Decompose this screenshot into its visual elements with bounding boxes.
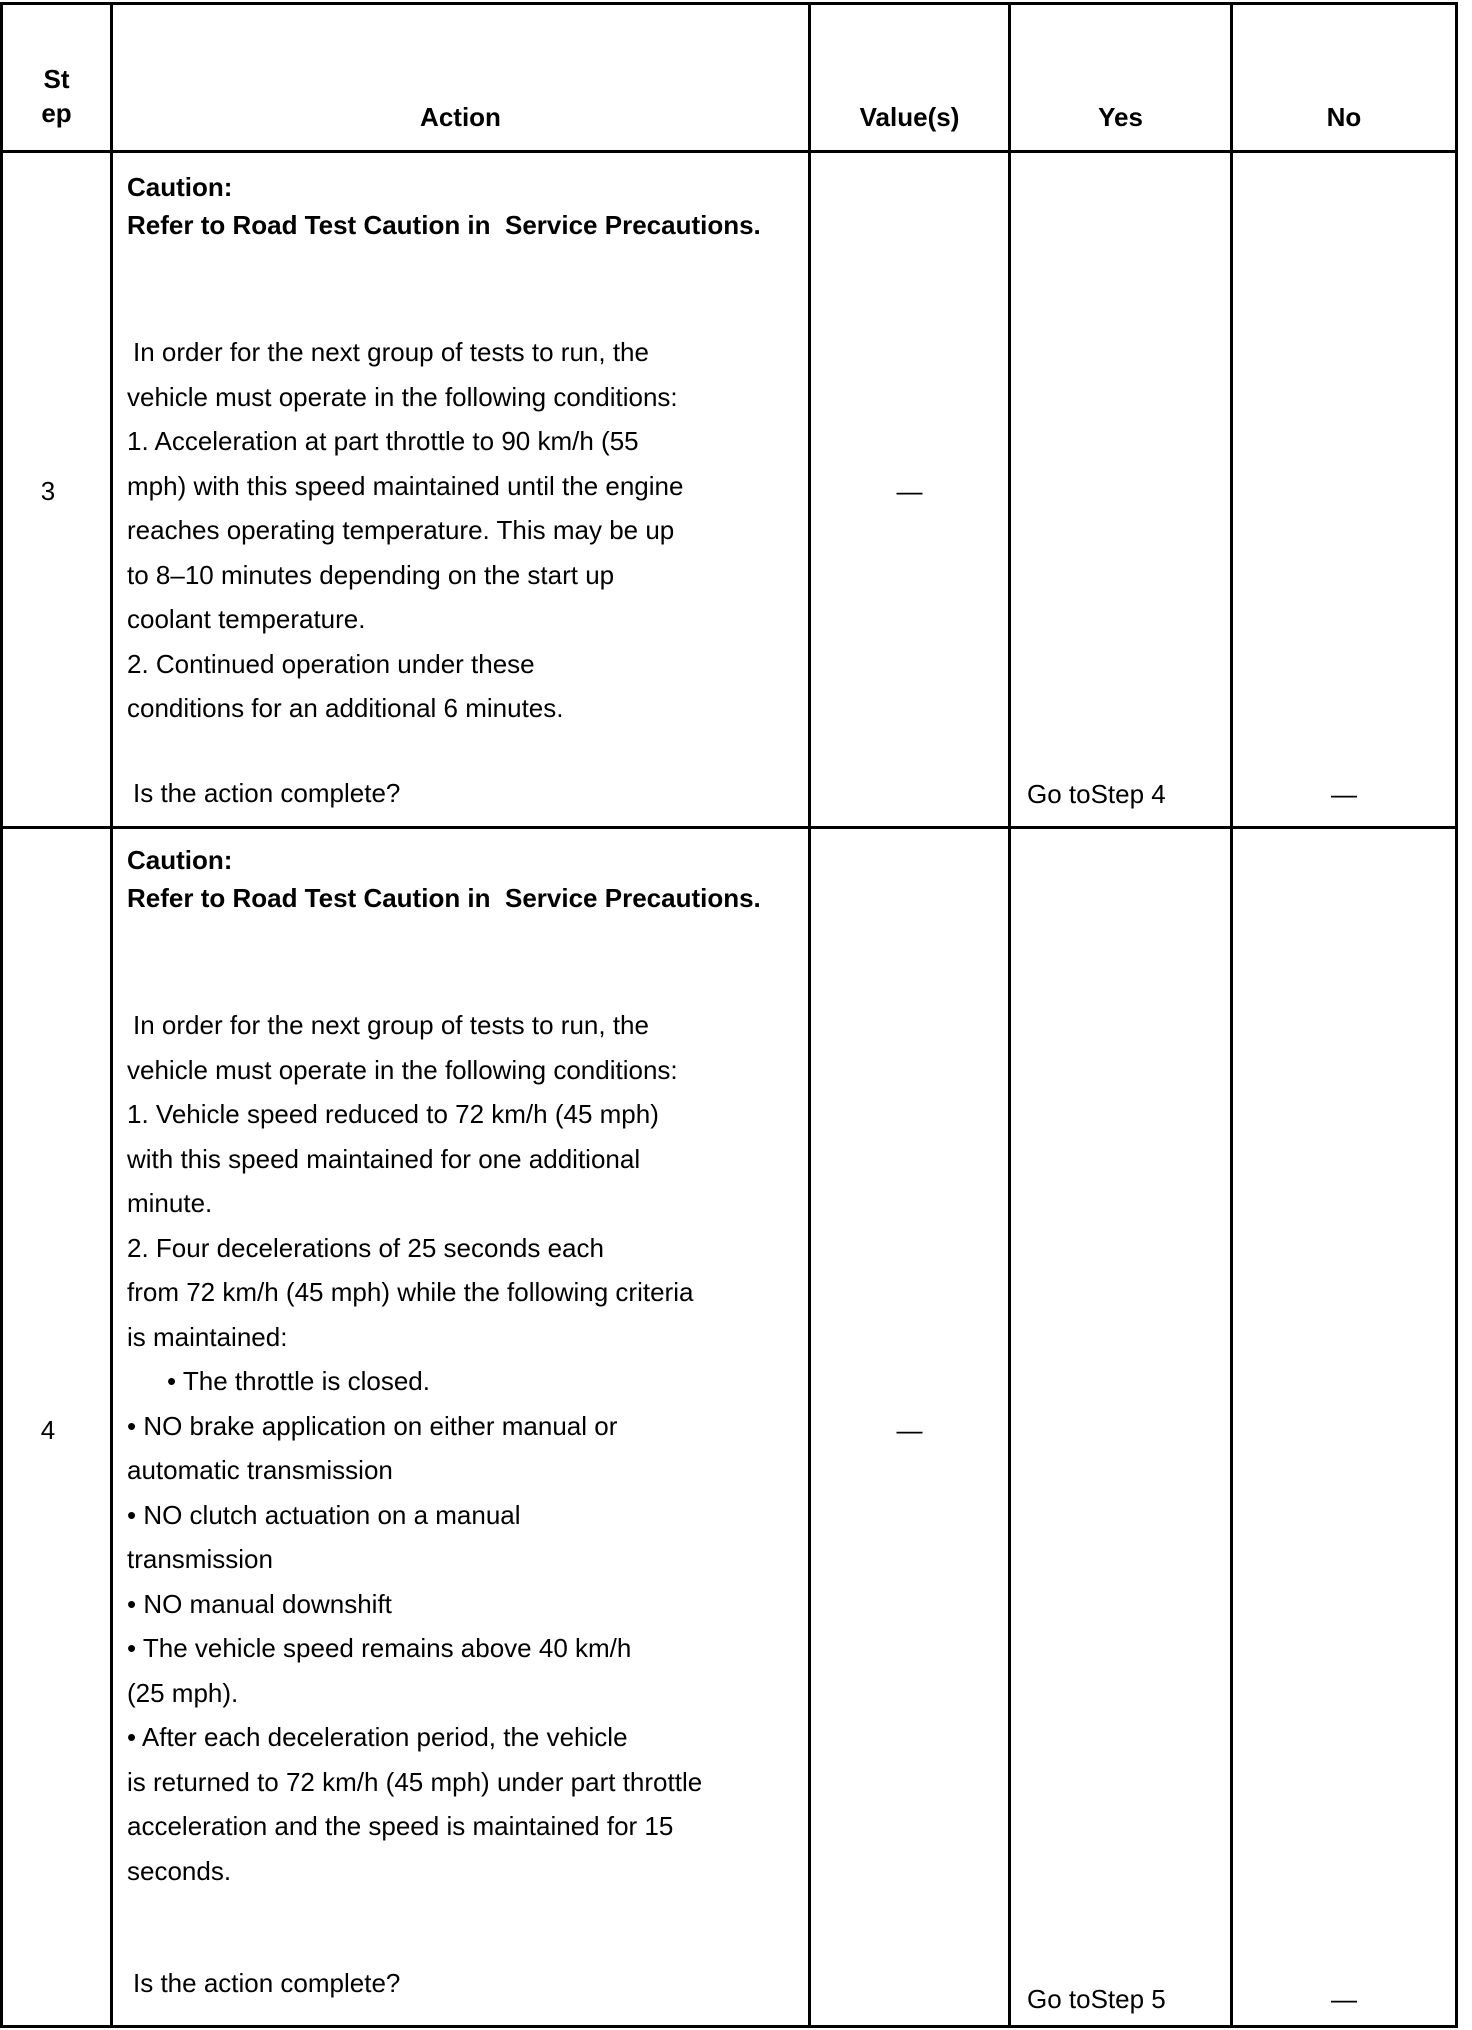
caution-text	[127, 879, 761, 917]
action-cell	[127, 168, 761, 815]
caution-text	[127, 206, 761, 244]
bullet-line: • The throttle is closed.	[167, 1366, 430, 1396]
caution-text-a: Refer to Road Test Caution in	[127, 883, 491, 913]
action-line: In order for the next group of tests to run, the	[133, 337, 649, 367]
col-divider-yes	[1008, 2, 1011, 2028]
header-values: Value(s)	[859, 102, 960, 132]
header-no: No	[1326, 102, 1362, 132]
table-border-right	[1455, 2, 1458, 2028]
action-line: 2. Continued operation under these	[127, 648, 535, 679]
action-line: 2. Four decelerations of 25 seconds each	[127, 1232, 604, 1263]
action-line: minute.	[127, 1188, 213, 1218]
table-border-top	[0, 2, 1458, 5]
action-line: vehicle must operate in the following conditions:	[127, 381, 678, 412]
row-divider	[0, 826, 1458, 829]
action-line: seconds.	[127, 1855, 232, 1886]
caution-title: Caution:	[127, 845, 233, 875]
caution-text-b: Service Precautions.	[504, 883, 761, 913]
action-line: is returned to 72 km/h (45 mph) under part throttle	[127, 1766, 703, 1797]
header-step	[3, 62, 110, 130]
action-line: transmission	[127, 1544, 273, 1574]
action-line: reaches operating temperature. This may be up	[127, 515, 675, 545]
action-line: vehicle must operate in the following conditions:	[127, 1054, 678, 1085]
yes-cell: Go toStep 4	[1027, 779, 1166, 809]
action-cell	[127, 841, 761, 2006]
action-line: mph) with this speed maintained until the engine	[127, 470, 684, 501]
header-step-line2: ep	[41, 98, 72, 128]
bullet-line: • The vehicle speed remains above 40 km/h	[127, 1633, 632, 1663]
action-line: acceleration and the speed is maintained for 15	[127, 1811, 674, 1841]
header-divider	[0, 150, 1458, 153]
action-line: 1. Vehicle speed reduced to 72 km/h (45 mph)	[127, 1099, 659, 1129]
action-line: to 8–10 minutes depending on the start up	[127, 559, 615, 590]
value-cell: —	[896, 1415, 923, 1445]
caution-text-a: Refer to Road Test Caution in	[127, 210, 491, 240]
table-border-bottom	[0, 2025, 1458, 2028]
table-border-left	[0, 2, 3, 2028]
no-cell: —	[1331, 779, 1357, 809]
col-divider-no	[1230, 2, 1233, 2028]
caution-text-b: Service Precautions.	[504, 210, 761, 240]
bullet-line: • NO brake application on either manual or	[127, 1410, 618, 1441]
header-yes: Yes	[1098, 102, 1143, 132]
bullet-line: • After each deceleration period, the vehicle	[127, 1722, 628, 1752]
col-divider-values	[808, 2, 811, 2028]
action-line: with this speed maintained for one additional	[127, 1143, 641, 1174]
header-action: Action	[420, 102, 501, 132]
caution-title: Caution:	[127, 172, 233, 202]
value-cell: —	[896, 476, 923, 506]
bullet-line: • NO clutch actuation on a manual	[127, 1499, 521, 1530]
action-question: Is the action complete?	[133, 777, 401, 808]
action-line: coolant temperature.	[127, 604, 366, 634]
action-line: (25 mph).	[127, 1677, 239, 1708]
action-line: from 72 km/h (45 mph) while the following criteria	[127, 1277, 694, 1307]
action-question: Is the action complete?	[133, 1968, 401, 1998]
no-cell: —	[1331, 1984, 1357, 2014]
header-step-line1: St	[43, 64, 70, 94]
action-line: conditions for an additional 6 minutes.	[127, 693, 564, 723]
col-divider-action	[110, 2, 113, 2028]
action-line: automatic transmission	[127, 1455, 393, 1485]
action-line: 1. Acceleration at part throttle to 90 km/h (55	[127, 426, 639, 456]
bullet-line: • NO manual downshift	[127, 1588, 392, 1619]
action-line: is maintained:	[127, 1321, 288, 1352]
step-number: 4	[40, 1415, 56, 1445]
yes-cell: Go toStep 5	[1027, 1984, 1166, 2014]
action-line: In order for the next group of tests to run, the	[133, 1010, 649, 1040]
step-number: 3	[40, 476, 56, 506]
